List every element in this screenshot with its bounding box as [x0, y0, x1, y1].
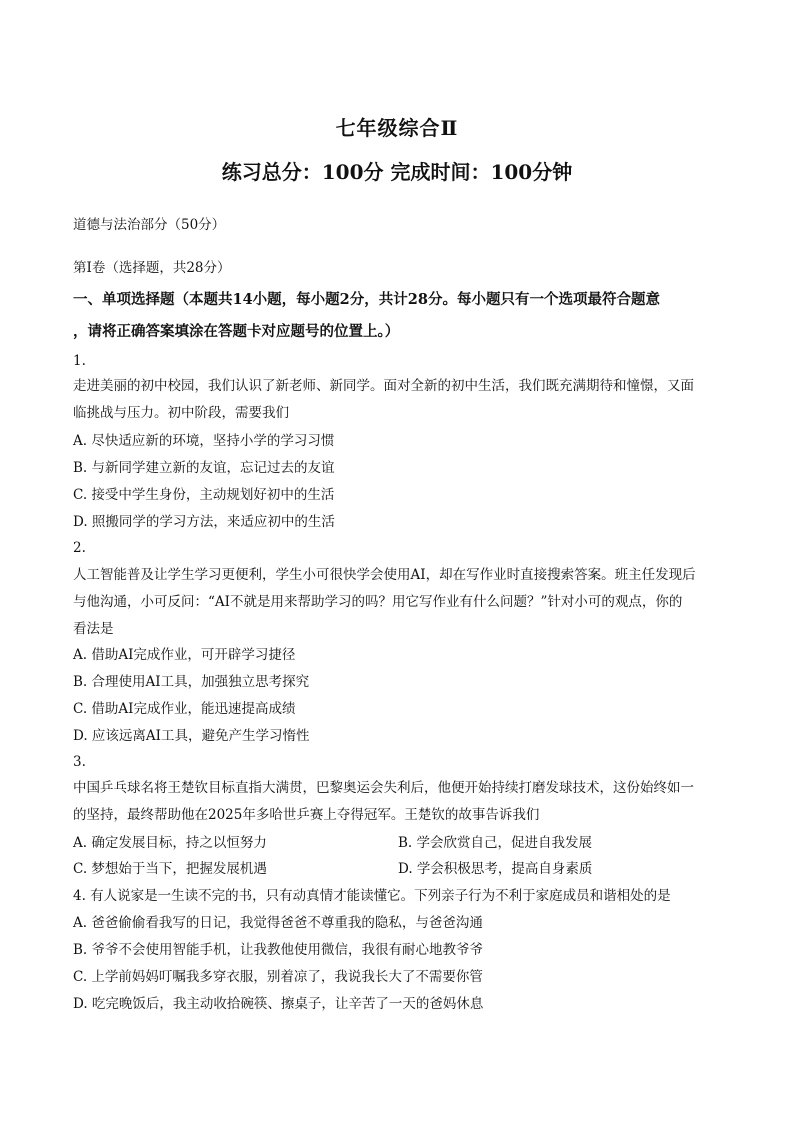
option-c: C. 接受中学生身份，主动规划好初中的生活 [73, 487, 335, 503]
question-stem-line: 临挑战与压力。初中阶段，需要我们 [73, 405, 289, 421]
question-number: 3. [73, 754, 86, 770]
option-a: A. 尽快适应新的环境，坚持小学的学习习惯 [73, 433, 335, 449]
question-stem-line: 中国乒乓球名将王楚钦目标直指大满贯，巴黎奥运会失利后，他便开始持续打磨发球技术，这份始终如一 [73, 780, 694, 796]
exam-info: 练习总分：100分 完成时间：100分钟 [221, 160, 573, 184]
question-stem-line: 走进美丽的初中校园，我们认识了新老师、新同学。面对全新的初中生活，我们既充满期待和憧憬，又面 [73, 378, 694, 394]
question-number: 1. [73, 353, 86, 369]
question-stem-line: 的坚持，最终帮助他在2025年多哈世乒赛上夺得冠军。王楚钦的故事告诉我们 [73, 807, 540, 823]
question-stem-line: 4. 有人说家是一生读不完的书，只有动真情才能读懂它。下列亲子行为不利于家庭成员和谐相处的是 [73, 888, 671, 904]
question-stem-line: 看法是 [73, 621, 114, 637]
option-d: D. 应该远离AI工具，避免产生学习惰性 [73, 728, 310, 744]
option-b: B. 与新同学建立新的友谊，忘记过去的友谊 [73, 460, 335, 476]
page-title: 七年级综合Ⅱ [335, 116, 459, 140]
option-a: A. 确定发展目标，持之以恒努力 [73, 835, 267, 851]
option-d: D. 照搬同学的学习方法，来适应初中的生活 [73, 514, 335, 530]
option-d: D. 学会积极思考，提高自身素质 [398, 861, 593, 877]
option-d: D. 吃完晚饭后，我主动收拾碗筷、擦桌子，让辛苦了一天的爸妈休息 [73, 996, 484, 1012]
question-number: 2. [73, 540, 86, 556]
option-b: B. 合理使用AI工具，加强独立思考探究 [73, 674, 310, 690]
part-heading: 道德与法治部分（50分） [73, 217, 226, 233]
volume-heading: 第Ⅰ卷（选择题，共28分） [73, 260, 231, 276]
option-c: C. 上学前妈妈叮嘱我多穿衣服，别着凉了，我说我长大了不需要你管 [73, 969, 483, 985]
option-c: C. 梦想始于当下，把握发展机遇 [73, 861, 267, 877]
option-c: C. 借助AI完成作业，能迅速提高成绩 [73, 701, 296, 717]
option-b: B. 学会欣赏自己，促进自我发展 [398, 835, 593, 851]
question-stem-line: 人工智能普及让学生学习更便利，学生小可很快学会使用AI，却在写作业时直接搜索答案。班主任发现后 [73, 567, 696, 583]
instruction-line-2: ，请将正确答案填涂在答题卡对应题号的位置上。） [73, 323, 400, 340]
option-b: B. 爷爷不会使用智能手机，让我教他使用微信，我很有耐心地教爷爷 [73, 942, 484, 958]
question-stem-line: 与他沟通，小可反问：“AI不就是用来帮助学习的吗？用它写作业有什么问题？”针对小可的观点，你的 [73, 594, 683, 610]
option-a: A. 借助AI完成作业，可开辟学习捷径 [73, 647, 296, 663]
option-a: A. 爸爸偷偷看我写的日记，我觉得爸爸不尊重我的隐私，与爸爸沟通 [73, 915, 483, 931]
instruction-line-1: 一、单项选择题（本题共14小题，每小题2分，共计28分。每小题只有一个选项最符合题意 [73, 291, 660, 308]
